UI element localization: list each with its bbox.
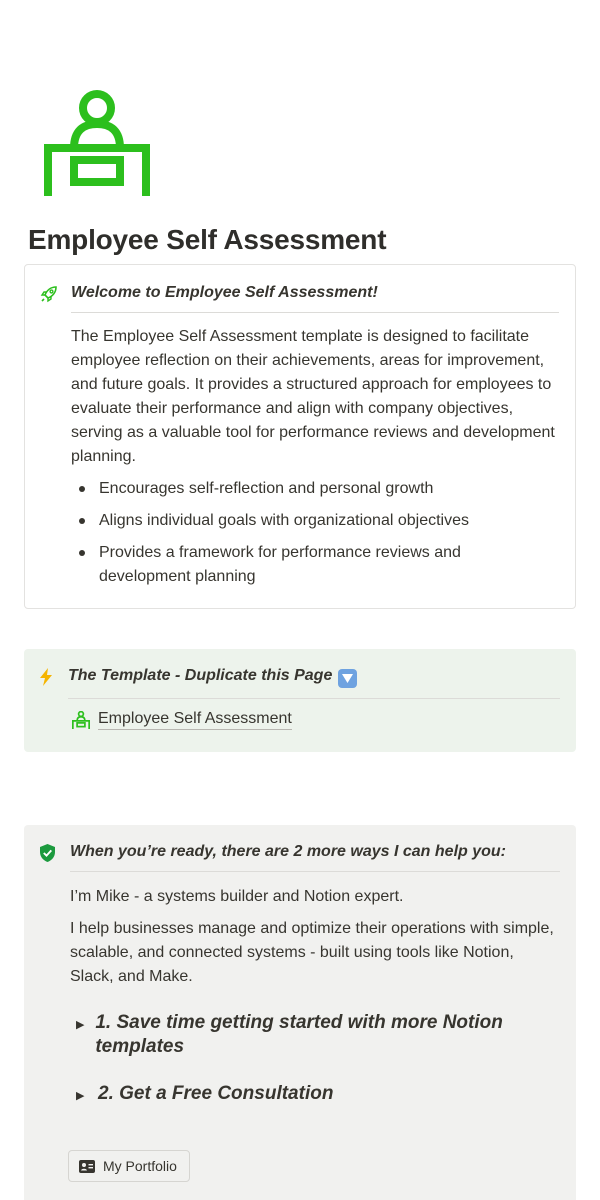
down-arrow-button-icon [338, 669, 357, 688]
toggle-templates-label[interactable]: 1. Save time getting started with more Notion templates [95, 1012, 503, 1057]
toggle-templates[interactable] [70, 1011, 536, 1059]
welcome-description: The Employee Self Assessment template is designed to facilitate employee reflection on their achievements, areas for improvement, and future goals. It provides a structured approach for employees to evaluate their performance and align with company objectives, serving as a valuable tool for performance reviews and development planning. [71, 328, 555, 465]
welcome-heading: Welcome to Employee Self Assessment! [71, 284, 559, 313]
help-callout [24, 825, 576, 1200]
help-heading: When you’re ready, there are 2 more ways I can help you: [70, 843, 560, 872]
template-page-link[interactable] [72, 709, 292, 730]
desk-person-icon [72, 711, 90, 729]
bullet-icon [79, 550, 85, 556]
help-description: I help businesses manage and optimize their operations with simple, scalable, and connected systems - built using tools like Notion, Slack, and Make. [70, 920, 554, 985]
list-item: Provides a framework for performance reviews and development planning [71, 541, 515, 589]
template-callout [24, 649, 576, 752]
welcome-bullet-list [71, 477, 515, 597]
portfolio-button[interactable] [68, 1150, 190, 1182]
portfolio-label[interactable]: My Portfolio [103, 1158, 177, 1174]
welcome-callout [24, 264, 576, 609]
shield-check-icon [37, 843, 57, 863]
rocket-icon [39, 284, 59, 304]
desk-person-icon [44, 90, 150, 196]
lightning-icon [36, 667, 56, 687]
template-heading: The Template - Duplicate this Page [68, 667, 560, 699]
contact-card-icon [79, 1160, 95, 1173]
page-title: Employee Self Assessment [28, 224, 387, 255]
list-item: Encourages self-reflection and personal growth [71, 477, 515, 501]
template-link-label[interactable]: Employee Self Assessment [98, 709, 292, 730]
bullet-icon [79, 486, 85, 492]
help-intro: I’m Mike - a systems builder and Notion expert. [70, 888, 404, 905]
bullet-icon [79, 518, 85, 524]
toggle-consultation-label[interactable]: 2. Get a Free Consultation [98, 1083, 334, 1104]
list-item: Aligns individual goals with organizational objectives [71, 509, 515, 533]
toggle-triangle-icon[interactable]: ▶ [76, 1019, 85, 1031]
toggle-triangle-icon[interactable]: ▶ [76, 1090, 85, 1102]
toggle-consultation[interactable] [70, 1082, 536, 1106]
